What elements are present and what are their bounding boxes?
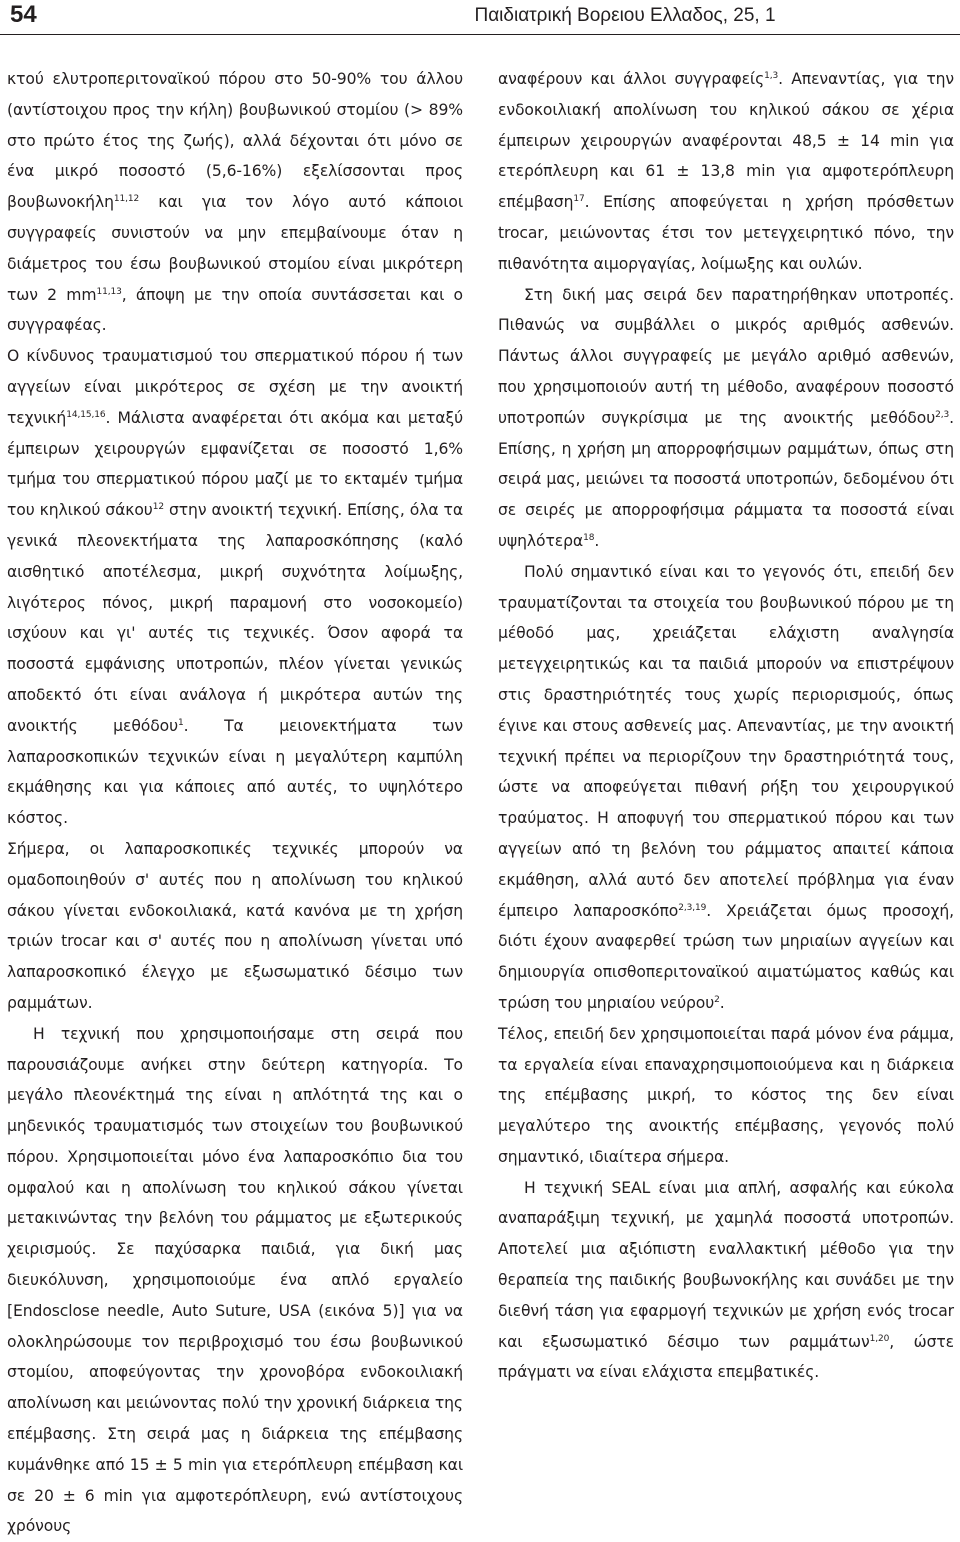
page-number: 54 <box>10 1 37 28</box>
paragraph <box>498 64 954 280</box>
text-run: στην ανοικτή τεχνική. Επίσης, όλα τα γενικά πλεονεκτήματα της λαπαροσκόπησης (καλό αισθητικό αποτέλεσμα, μικρή συχνότητα λοίμωξης, λιγότερος πόνος, μικρή παραμονή στο νοσοκομείο) ισχύουν και γι' αυτές τις τεχνικές. Όσον αφορά τα ποσοστά εμφάνισης υποτροπών, πλέον γίνεται γενικώς αποδεκτό ότι είναι ανάλογα ή μικρότερα αυτών της ανοικτής μεθόδου <box>7 501 463 735</box>
text-run: , ώστε πράγματι να είναι ελάχιστα επεμβατικές. <box>498 1332 954 1382</box>
text-run: Η τεχνική SEAL είναι μια απλή, ασφαλής και εύκολα αναπαράξιμη τεχνική, με χαμηλά ποσοστά υποτροπών. Αποτελεί μια αξιόπιστη εναλλακτική μέθοδο για την θεραπεία της παιδικής βουβωνοκήλης και συνάδει με την διεθνή τάση για εφαρμογή τεχνικών με χρήση ενός trocar και εξωσωματικό δέσιμο των ραμμάτων <box>498 1178 954 1351</box>
text-run: . Επίσης αποφεύγεται η χρήση πρόσθετων trocar, μειώνοντας έτσι τον μετεγχειρητικό πόνο, την πιθανότητα αιμοργαγίας, λοίμωξης και ουλών. <box>498 193 954 273</box>
text-run: Στη δική μας σειρά δεν παρατηρήθηκαν υποτροπές. Πιθανώς να συμβάλλει ο μικρός αριθμός ασθενών. Πάντως άλλοι συγγραφείς με μεγάλο αριθμό ασθενών, που χρησιμοποιούν αυτή τη μέθοδο, αναφέρουν ποσοστό υποτροπών συγκρίσιμα με της ανοικτής μεθόδου <box>498 285 954 427</box>
reference-superscript: 12 <box>152 502 164 513</box>
text-run: Η τεχνική που χρησιμοποιήσαμε στη σειρά που παρουσιάζουμε ανήκει στην δεύτερη κατηγορία. Το μεγάλο πλεονέκτημά της είναι η απλότητά της και ο μηδενικός τραυματισμός των στοιχείων του βουβωνικού πόρου. Χρησιμοποιείται μόνο ένα λαπαροσκόπιο δια του ομφαλού και η απολίνωση του κηλικού σάκου γίνεται μετακινώντας την βελόνη του ράμματος με εξωτερικούς χειρισμούς. Σε παχύσαρκα παιδιά, για δική μας διευκόλυνση, χρησιμοποιούμε ένα απλό εργαλείο [Endosclose needle, Auto Suture, USA (εικόνα 5)] για να ολοκληρώσουμε τον περιβροχισμό του έσω βουβωνικού στομίου, αποφεύγοντας την χρονοβόρα ενδοκοιλιακή απολίνωση και μειώνοντας πολύ την χρονική διάρκεια της επέμβασης. Στη σειρά μας η διάρκεια της επέμβασης κυμάνθηκε από 15 ± 5 min για ετερόπλευρη επέμβαση και σε 20 ± 6 min για αμφοτερόπλευρη, ενώ αντίστοιχους χρόνους <box>7 1024 463 1536</box>
left-column <box>7 64 463 1542</box>
reference-superscript: 1,3 <box>764 71 779 81</box>
reference-superscript: 2 <box>714 994 720 1005</box>
paragraph <box>7 64 463 341</box>
text-run: Ο κίνδυνος τραυματισμού του σπερματικού πόρου ή των αγγείων είναι μικρότερος σε σχέση με την ανοικτή τεχνική <box>7 347 463 427</box>
text-run: . Τα μειονεκτήματα των λαπαροσκοπικών τεχνικών είναι η μεγαλύτερη καμπύλη εκμάθησης και για κάποιες από αυτές, το υψηλότερο κόστος. <box>7 716 463 828</box>
reference-superscript: 18 <box>583 532 595 543</box>
paragraph <box>498 557 954 1019</box>
header-rule <box>0 34 960 35</box>
reference-superscript: 11,13 <box>96 286 122 297</box>
text-run: και για τον λόγο αυτό κάποιοι συγγραφείς συνιστούν να μην επεμβαίνουμε όταν η διάμετρος του έσω βουβωνικού στομίου είναι μικρότερη των 2 mm <box>7 193 463 304</box>
paragraph <box>498 1019 954 1173</box>
paragraph <box>7 834 463 1019</box>
text-run: . Επίσης, η χρήση μη απορροφήσιμων ραμμάτων, όπως στη σειρά μας, μειώνει τα ποσοστά υποτροπών, δεδομένου ότι σε σειρές με απορροφήσιμα ράμματα τα ποσοστά είναι υψηλότερα <box>498 408 954 550</box>
reference-superscript: 1 <box>178 717 184 728</box>
journal-title: Παιδιατρική Βορειου Ελλαδος, 25, 1 <box>474 5 776 26</box>
reference-superscript: 1,20 <box>869 1333 890 1344</box>
text-run: αναφέρουν και άλλοι συγγραφείς <box>498 70 765 88</box>
paragraph <box>498 280 954 557</box>
text-run: , άποψη με την οποία συντάσσεται και ο συγγραφέας. <box>7 285 463 335</box>
reference-superscript: 2,3,19 <box>678 902 707 913</box>
text-run: . Απεναντίας, για την ενδοκοιλιακή απολίνωση του κηλικού σάκου σε χέρια έμπειρων χειρουργών αναφέρονται 48,5 ± 14 min για ετερόπλευρη και 61 ± 13,8 min για αμφοτερόπλευρη επέμβαση <box>498 70 955 212</box>
paragraph <box>498 1173 954 1389</box>
reference-superscript: 14,15,16 <box>66 409 106 420</box>
reference-superscript: 17 <box>573 194 585 205</box>
page-header <box>0 0 960 34</box>
reference-superscript: 2,3 <box>935 409 950 420</box>
paragraph <box>7 341 463 834</box>
text-run: . <box>719 993 725 1012</box>
text-run: . <box>594 531 600 550</box>
text-run: Τέλος, επειδή δεν χρησιμοποιείται παρά μόνον ένα ράμμα, τα εργαλεία είναι επαναχρησιμοποιούμενα και η διάρκεια της επέμβασης μικρή, το κόστος της δεν είναι μεγαλύτερο της ανοικτής επέμβασης, γεγονός πολύ σημαντικό, ιδιαίτερα σήμερα. <box>498 1024 954 1166</box>
text-run: Πολύ σημαντικό είναι και το γεγονός ότι, επειδή δεν τραυματίζονται τα στοιχεία του βουβωνικού πόρου με τη μέθοδό μας, χρειάζεται ελάχιστη αναλγησία μετεγχειρητικώς και τα παιδιά μπορούν να επιστρέψουν στις δραστηριότητές τους χωρίς περιορισμούς, όπως έγινε και στους ασθενείς μας. Απεναντίας, με την ανοικτή τεχνική πρέπει να περιορίζουν την δραστηριότητά τους, ώστε να αποφεύγεται πιθανή ρήξη του χειρουργικού τραύματος. Η αποφυγή του σπερματικού πόρου και των αγγείων από τη βελόνη του ράμματος απαιτεί κάποια εκμάθηση, αλλά αυτό δεν αποτελεί πρόβλημα για έναν έμπειρο λαπαροσκόπο <box>498 562 954 920</box>
text-run: κτού ελυτροπεριτοναϊκού πόρου στο 50-90% του άλλου (αντίστοιχου προς την κήλη) βουβωνικού στομίου (> 89% στο πρώτο έτος της ζωής), αλλά δέχονται ότι μόνο σε ένα μικρό ποσοστό (5,6-16%) εξελίσσονται προς βουβωνοκήλη <box>7 70 463 212</box>
reference-superscript: 11,12 <box>113 194 140 205</box>
text-run: Σήμερα, οι λαπαροσκοπικές τεχνικές μπορούν να ομαδοποιηθούν σ' αυτές που η απολίνωση του κηλικού σάκου γίνεται ενδοκοιλιακά, κατά κανόνα με τη χρήση τριών trocar και σ' αυτές που η απολίνωση γίνεται υπό λαπαροσκοπικό έλεγχο με εξωσωματικό δέσιμο των ραμμάτων. <box>7 839 463 1012</box>
text-run: . Μάλιστα αναφέρεται ότι ακόμα και μεταξύ έμπειρων χειρουργών εμφανίζεται σε ποσοστό 1,6% τμήμα του σπερματικού πόρου μαζί με το εκταμέν τμήμα του κηλικού σάκου <box>7 408 463 520</box>
text-run: . Χρειάζεται όμως προσοχή, διότι έχουν αναφερθεί τρώση των μηριαίων αγγείων και δημιουργία οπισθοπεριτοναϊκού αιματώματος καθώς και τρώση του μηριαίου νεύρου <box>498 901 954 1012</box>
right-column <box>498 64 954 1388</box>
